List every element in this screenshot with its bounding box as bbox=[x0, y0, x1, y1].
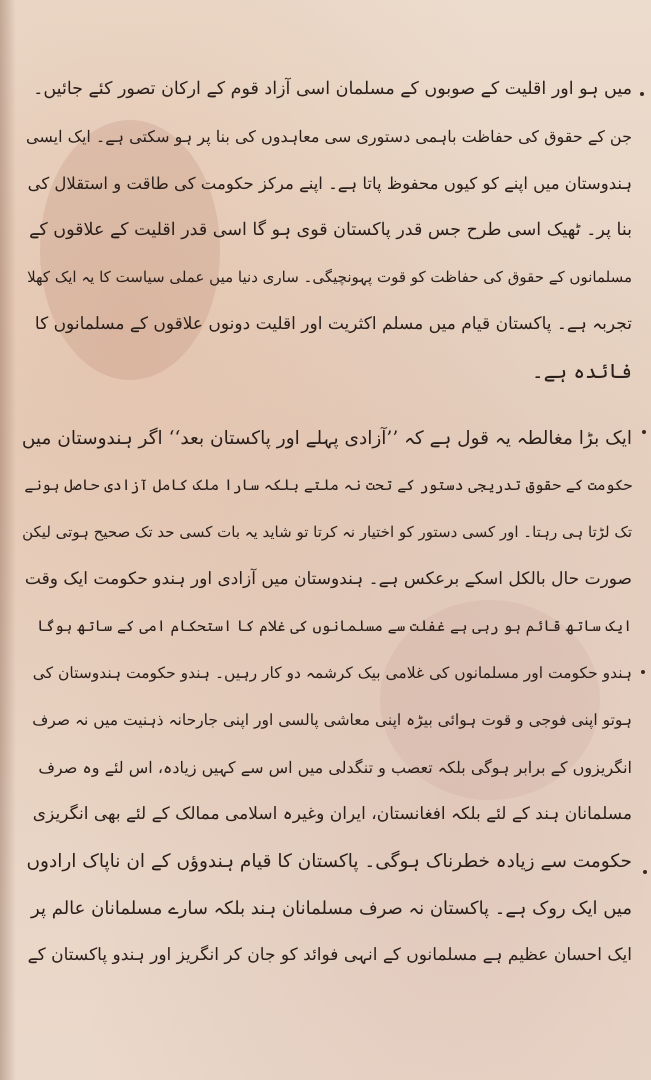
text-line: ایک بڑا مغالطہ یہ قول ہے کہ ’’آزادی پہلے اور پاکستان بعد‘‘ اگر ہندوستان میں bbox=[21, 428, 632, 449]
paragraph-gap bbox=[22, 395, 632, 415]
paragraph-1 bbox=[22, 66, 632, 395]
text-line: جن کے حقوق کی حفاظت باہمی دستوری سی معاہدوں کی بنا پر ہو سکتی ہے۔ ایک ایسی bbox=[26, 127, 632, 146]
margin-mark bbox=[643, 870, 647, 874]
text-line: صورت حال بالکل اسکے برعکس ہے۔ ہندوستان میں آزادی اور ہندو حکومت ایک وقت bbox=[24, 569, 632, 589]
text-line: فائدہ ہے۔ bbox=[531, 359, 632, 383]
text-line: ہوتو اپنی فوجی و قوت ہوائی بیڑہ اپنی معاشی پالسی اور اپنی جارحانہ ذہنیت میں نہ صرف bbox=[32, 711, 632, 729]
text-line: حکومت کے حقوق تدریجی دستور کے تحت نہ ملتے بلکہ سارا ملک کامل آزادی حاصل ہونے bbox=[24, 476, 632, 494]
urdu-text-body bbox=[22, 66, 632, 979]
text-line: بنا پر۔ ٹھیک اسی طرح جس قدر پاکستان قوی ہو گا اسی قدر اقلیت کے علاقوں کے bbox=[29, 220, 632, 240]
text-line: ایک احسان عظیم ہے مسلمانوں کے انہی فوائد کو جان کر انگریز اور ہندو پاکستان کے bbox=[27, 945, 632, 965]
margin-mark bbox=[641, 670, 645, 674]
text-line: مسلمانوں کے حقوق کی حفاظت کو قوت پہونچیگی۔ ساری دنیا میں عملی سیاست کا یہ ایک کھلا bbox=[27, 268, 632, 286]
text-line: میں ہو اور اقلیت کے صوبوں کے مسلمان اسی آزاد قوم کے ارکان تصور کئے جائیں۔ bbox=[33, 79, 632, 99]
text-line: میں ایک روک ہے۔ پاکستان نہ صرف مسلمانان ہند بلکہ سارے مسلمانان عالم پر bbox=[31, 898, 632, 919]
text-line: انگریزوں کے برابر ہوگی بلکہ تعصب و تنگدلی میں اس سے کہیں زیادہ، اس لئے وہ صرف bbox=[38, 758, 632, 777]
text-line: حکومت سے زیادہ خطرناک ہوگی۔ پاکستان کا قیام ہندوؤں کے ان ناپاک ارادوں bbox=[26, 851, 632, 872]
text-line: ایک ساتھ قائم ہو رہی ہے غفلت سے مسلمانوں کی غلام کا استحکام امی کے ساتھ ہوگا bbox=[37, 617, 632, 635]
paragraph-2 bbox=[22, 415, 632, 979]
text-line: ہندو حکومت اور مسلمانوں کی غلامی بیک کرشمہ دو کار رہیں۔ ہندو حکومت ہندوستان کی bbox=[32, 664, 632, 682]
text-line: ہندوستان میں اپنے کو کیوں محفوظ پاتا ہے۔ اپنے مرکز حکومت کی طاقت و استقلال کی bbox=[27, 174, 632, 193]
margin-mark bbox=[642, 430, 646, 434]
text-line: تک لڑتا ہی رہتا۔ اور کسی دستور کو اختیار نہ کرتا تو شاید یہ بات کسی حد تک صحیح ہوتی لیکن bbox=[22, 523, 632, 541]
text-line: مسلمانان ہند کے لئے بلکہ افغانستان، ایران وغیرہ اسلامی ممالک کے لئے بھی انگریزی bbox=[32, 804, 632, 824]
page-binding-shadow bbox=[0, 0, 16, 1080]
text-line: تجربہ ہے۔ پاکستان قیام میں مسلم اکثریت اور اقلیت دونوں علاقوں کے مسلمانوں کا bbox=[34, 314, 632, 334]
margin-mark bbox=[640, 92, 644, 96]
